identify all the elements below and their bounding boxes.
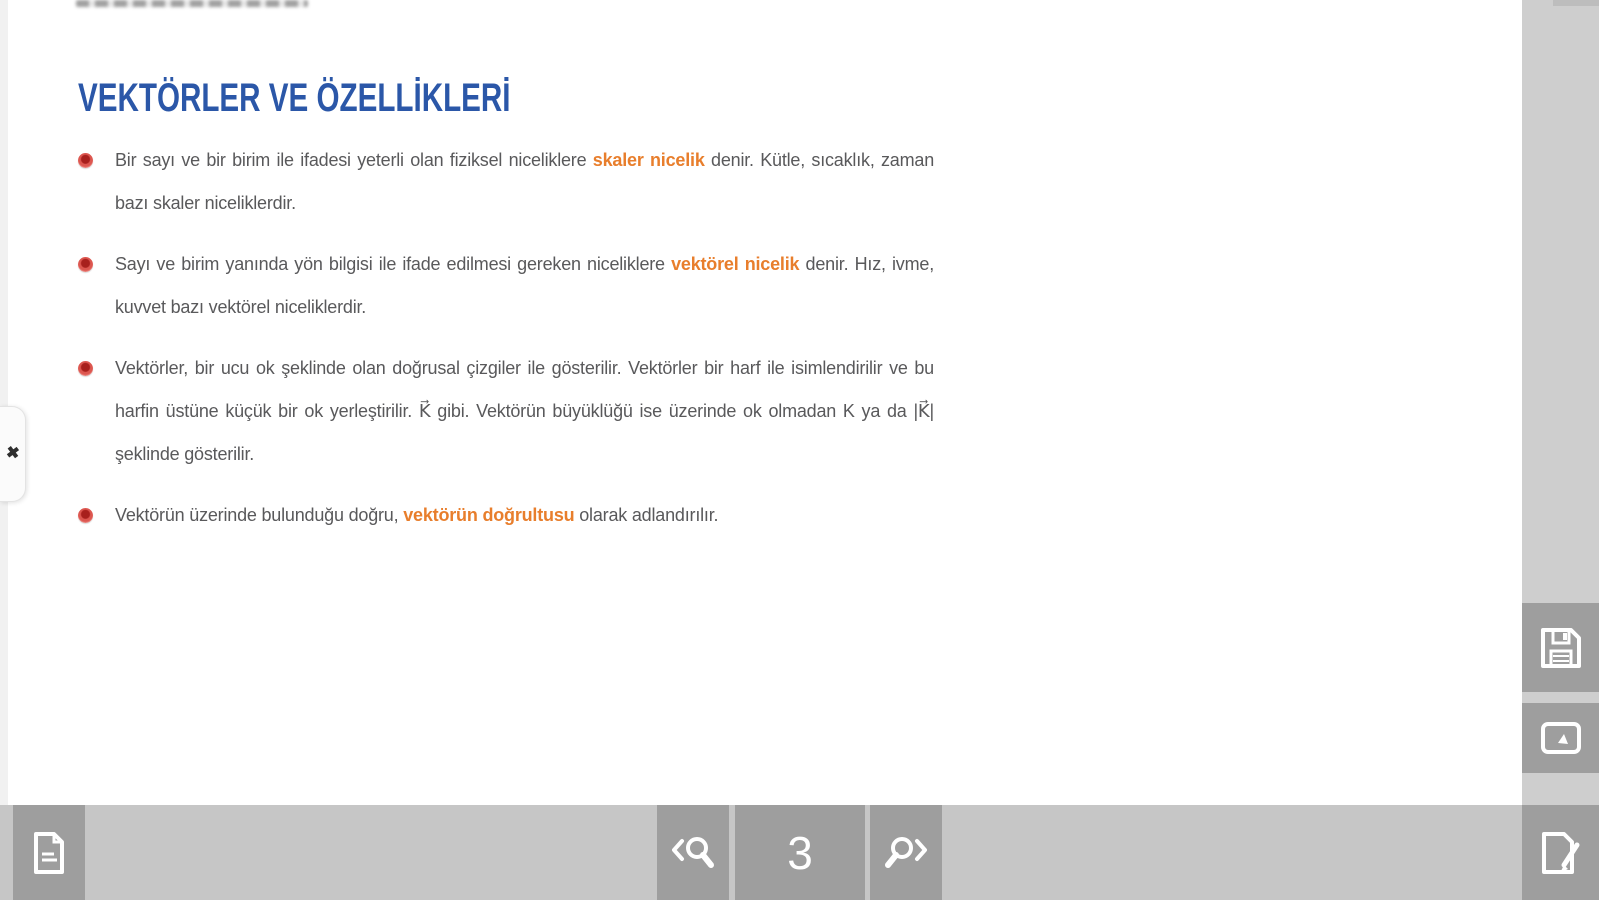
zoom-prev-button[interactable]	[657, 805, 729, 900]
list-item	[78, 243, 934, 329]
image-frame-button[interactable]	[1522, 703, 1599, 773]
left-edge-strip	[0, 0, 8, 805]
pages-button[interactable]	[13, 805, 85, 900]
bullet-paragraph: Sayı ve birim yanında yön bilgisi ile ifade edilmesi gereken niceliklere vektörel nicelik denir. Hız, ivme, kuvvet bazı vektörel niceliklerdir.	[115, 254, 934, 317]
magnifier-right-icon	[882, 833, 930, 873]
bullet-paragraph: Bir sayı ve bir birim ile ifadesi yeterli olan fiziksel niceliklere skaler nicelik denir. Kütle, sıcaklık, zaman bazı skaler niceliklerdir.	[115, 150, 935, 213]
bullet-paragraph: Vektörün üzerinde bulunduğu doğru, vektörün doğrultusu olarak adlandırılır.	[115, 505, 719, 525]
edit-page-button[interactable]	[1522, 805, 1599, 900]
side-tab-handle[interactable]	[0, 406, 26, 502]
bullet-dot-icon	[78, 508, 93, 523]
magnifier-left-icon	[669, 833, 717, 873]
list-item	[78, 347, 934, 476]
bullet-dot-icon	[78, 361, 93, 376]
image-frame-icon	[1540, 721, 1582, 755]
page-number-field[interactable]	[735, 805, 865, 900]
bullet-dot-icon	[78, 257, 93, 272]
document-page-icon	[31, 830, 67, 876]
zoom-next-button[interactable]	[870, 805, 942, 900]
right-toolbar	[1522, 0, 1599, 805]
page-title: VEKTÖRLER VE ÖZELLİKLERİ	[78, 76, 511, 120]
bullet-dot-icon	[78, 153, 93, 168]
document-page	[78, 0, 934, 555]
save-icon	[1538, 625, 1584, 671]
save-button[interactable]	[1522, 603, 1599, 692]
cutoff-header-text	[76, 0, 308, 7]
bottom-toolbar	[0, 805, 1599, 900]
cutoff-button-fragment	[1553, 0, 1599, 6]
bullet-paragraph: Vektörler, bir ucu ok şeklinde olan doğrusal çizgiler ile gösterilir. Vektörler bir harf ile isimlendirilir ve bu harfin üstüne küçük bir ok yerleştirilir. K⃗ gibi. Vektörün büyüklüğü ise üzerinde ok olmadan K ya da |K⃗| şeklinde gösterilir.	[115, 358, 934, 464]
close-icon: ✖	[4, 444, 21, 463]
page-number: 3	[787, 826, 813, 879]
list-item	[78, 494, 934, 537]
bullet-list	[78, 139, 934, 537]
edit-pencil-icon	[1537, 829, 1585, 877]
list-item	[78, 139, 934, 225]
